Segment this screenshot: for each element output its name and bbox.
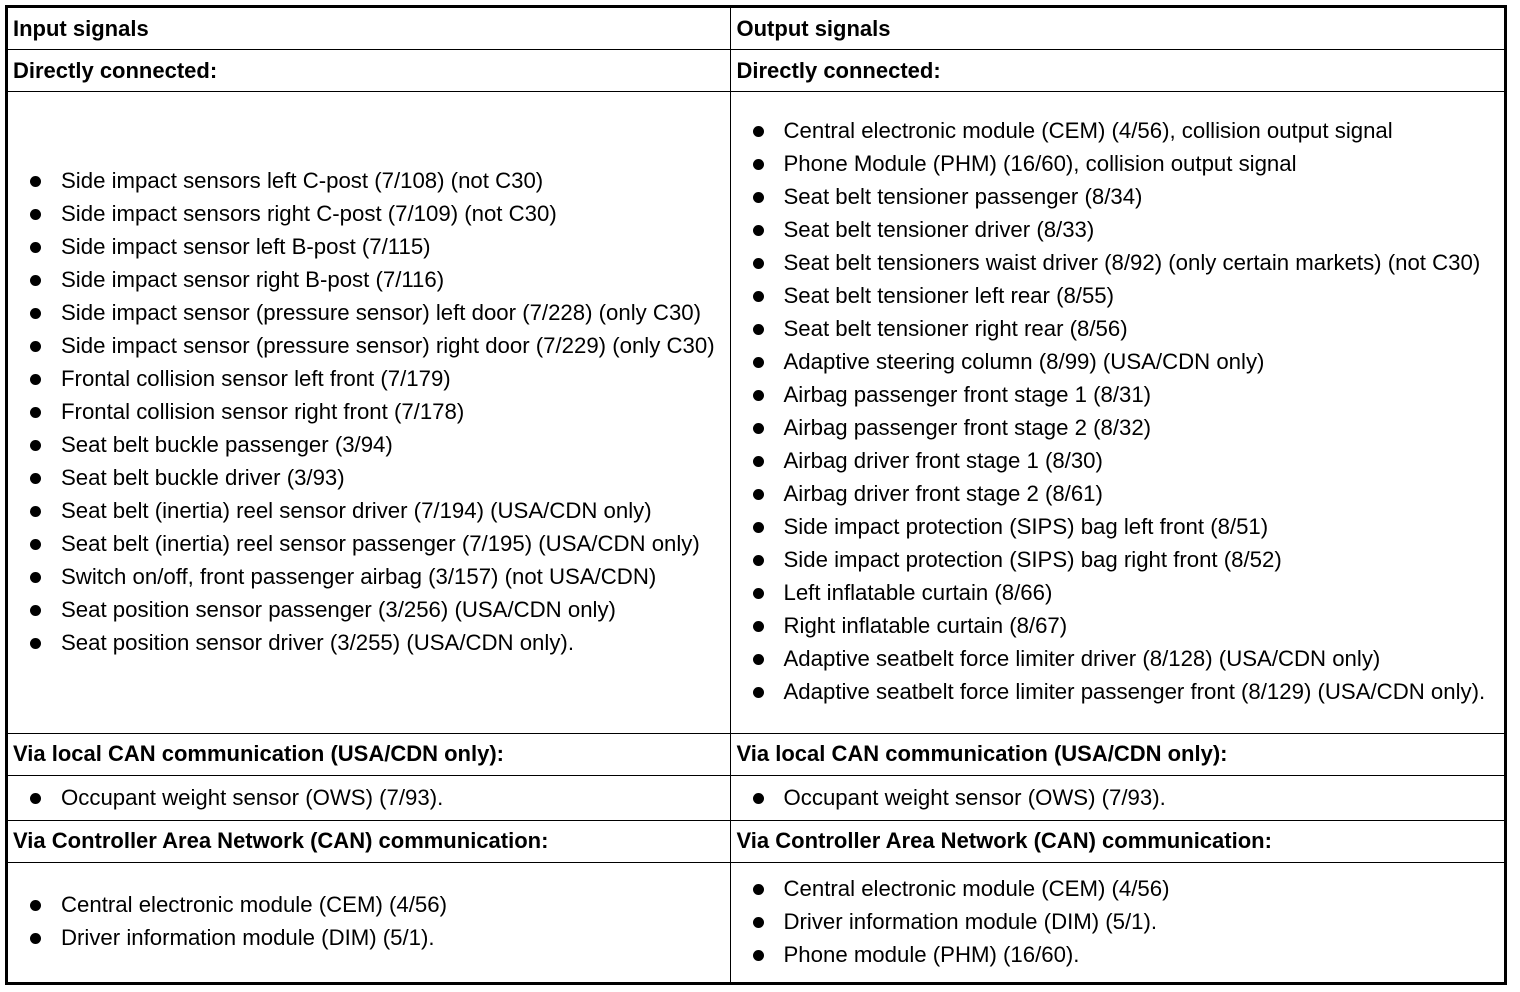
signal-list-item: Side impact sensors left C-post (7/108) (not C30): [30, 166, 722, 196]
signal-list-item: Phone module (PHM) (16/60).: [753, 940, 1497, 970]
section-title-row: [8, 733, 1504, 775]
signal-list-item: Occupant weight sensor (OWS) (7/93).: [30, 783, 722, 813]
signal-list-item: Driver information module (DIM) (5/1).: [753, 907, 1497, 937]
signal-list-item: Central electronic module (CEM) (4/56): [30, 890, 722, 920]
output-section-title: Via Controller Area Network (CAN) communication:: [730, 820, 1504, 862]
output-section-title: Directly connected:: [730, 50, 1504, 92]
output-section-title: Via local CAN communication (USA/CDN only):: [730, 733, 1504, 775]
signal-list-item: Seat belt tensioners waist driver (8/92) (only certain markets) (not C30): [753, 248, 1497, 278]
input-section-title: Directly connected:: [8, 50, 730, 92]
section-items-row: [8, 92, 1504, 734]
signal-list-item: Side impact protection (SIPS) bag right front (8/52): [753, 545, 1497, 575]
signal-list-item: Seat position sensor passenger (3/256) (USA/CDN only): [30, 595, 722, 625]
input-items-cell: [8, 92, 730, 734]
signal-list-item: Side impact sensors right C-post (7/109) (not C30): [30, 199, 722, 229]
signal-list-item: Seat belt tensioner left rear (8/55): [753, 281, 1497, 311]
output-items-cell: [730, 775, 1504, 820]
signal-list-item: Side impact protection (SIPS) bag left front (8/51): [753, 512, 1497, 542]
output-signal-list: [731, 874, 1505, 970]
input-section-title: Via Controller Area Network (CAN) communication:: [8, 820, 730, 862]
section-title-row: [8, 50, 1504, 92]
output-items-cell: [730, 92, 1504, 734]
signal-list-item: Seat belt (inertia) reel sensor passenger (7/195) (USA/CDN only): [30, 529, 722, 559]
signal-list-item: Seat belt (inertia) reel sensor driver (7/194) (USA/CDN only): [30, 496, 722, 526]
signal-list-item: Seat belt tensioner right rear (8/56): [753, 314, 1497, 344]
input-signal-list: [8, 783, 730, 813]
output-items-cell: [730, 862, 1504, 982]
signal-list-item: Adaptive seatbelt force limiter passenger front (8/129) (USA/CDN only).: [753, 677, 1497, 707]
input-signal-list: [8, 166, 730, 658]
signal-list-item: Seat position sensor driver (3/255) (USA/CDN only).: [30, 628, 722, 658]
input-items-cell: [8, 775, 730, 820]
signal-list-item: Frontal collision sensor left front (7/179): [30, 364, 722, 394]
signal-list-item: Central electronic module (CEM) (4/56), collision output signal: [753, 116, 1497, 146]
input-signal-list: [8, 890, 730, 953]
signal-list-item: Seat belt buckle passenger (3/94): [30, 430, 722, 460]
signal-list-item: Adaptive steering column (8/99) (USA/CDN only): [753, 347, 1497, 377]
signal-list-item: Side impact sensor left B-post (7/115): [30, 232, 722, 262]
signal-list-item: Right inflatable curtain (8/67): [753, 611, 1497, 641]
signal-list-item: Side impact sensor (pressure sensor) left door (7/228) (only C30): [30, 298, 722, 328]
output-signal-list: [731, 783, 1505, 813]
section-items-row: [8, 862, 1504, 982]
output-signals-header: Output signals: [730, 8, 1504, 50]
signal-list-item: Switch on/off, front passenger airbag (3/157) (not USA/CDN): [30, 562, 722, 592]
signal-list-item: Frontal collision sensor right front (7/178): [30, 397, 722, 427]
input-signals-header: Input signals: [8, 8, 730, 50]
signals-table: [8, 8, 1504, 982]
signal-list-item: Seat belt tensioner passenger (8/34): [753, 182, 1497, 212]
signal-list-item: Airbag passenger front stage 1 (8/31): [753, 380, 1497, 410]
input-section-title: Via local CAN communication (USA/CDN only):: [8, 733, 730, 775]
signal-list-item: Adaptive seatbelt force limiter driver (8/128) (USA/CDN only): [753, 644, 1497, 674]
signal-list-item: Occupant weight sensor (OWS) (7/93).: [753, 783, 1497, 813]
signal-list-item: Airbag driver front stage 2 (8/61): [753, 479, 1497, 509]
signal-list-item: Side impact sensor right B-post (7/116): [30, 265, 722, 295]
signal-list-item: Central electronic module (CEM) (4/56): [753, 874, 1497, 904]
column-header-row: [8, 8, 1504, 50]
signal-list-item: Seat belt tensioner driver (8/33): [753, 215, 1497, 245]
signal-list-item: Airbag passenger front stage 2 (8/32): [753, 413, 1497, 443]
signal-list-item: Seat belt buckle driver (3/93): [30, 463, 722, 493]
signal-list-item: Phone Module (PHM) (16/60), collision output signal: [753, 149, 1497, 179]
output-signal-list: [731, 116, 1505, 707]
section-title-row: [8, 820, 1504, 862]
signal-list-item: Side impact sensor (pressure sensor) right door (7/229) (only C30): [30, 331, 722, 361]
signal-list-item: Left inflatable curtain (8/66): [753, 578, 1497, 608]
section-items-row: [8, 775, 1504, 820]
signals-table-frame: [5, 5, 1507, 985]
input-items-cell: [8, 862, 730, 982]
signal-list-item: Airbag driver front stage 1 (8/30): [753, 446, 1497, 476]
signal-list-item: Driver information module (DIM) (5/1).: [30, 923, 722, 953]
